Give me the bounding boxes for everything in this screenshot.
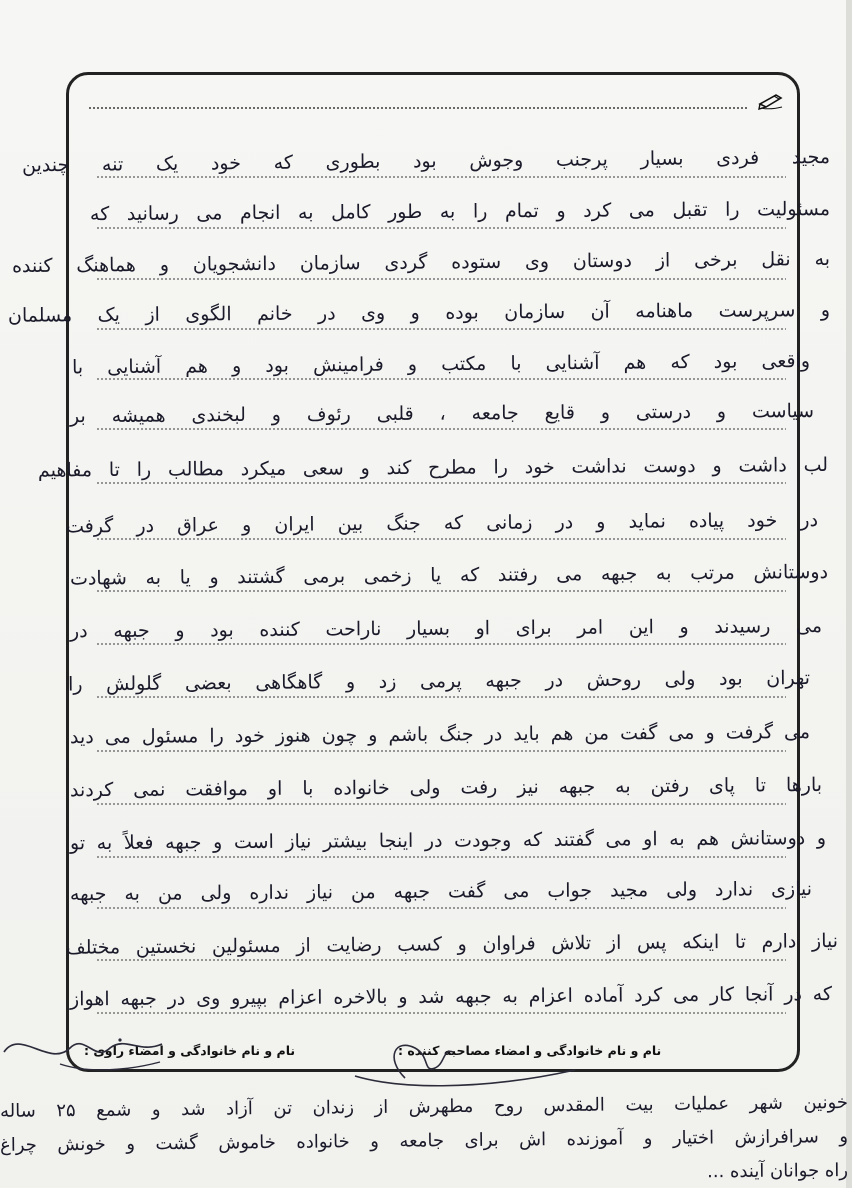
handwritten-bottom-line: راه جوانان آینده ... [706,1160,849,1183]
ruled-line [96,750,786,752]
interviewer-signature [335,1018,585,1096]
handwritten-line: مسئولیت را تقبل می کرد و تمام را به طور کامل به انجام می رسانید که [89,198,831,226]
handwritten-line: می رسیدند و این امر برای او بسیار ناراحت کننده بود و جبهه در [69,615,823,643]
ruled-line [96,278,786,280]
ruled-line [96,803,786,805]
ruled-line [96,959,786,961]
handwritten-line: و دوستانش هم به او می گفتند که وجودت در اینجا بیشتر نیاز است و جبهه فعلاً به تو [69,827,827,855]
ruled-line [96,643,786,645]
ruled-line [96,482,786,484]
handwritten-line: نیاز دارم تا اینکه پس از تلاش فراوان و کسب رضایت از مسئولین نخستین مختلف [65,930,839,959]
handwritten-line: تهران بود ولی روحش در جبهه پرمی زد و گاهگاهی بعضی گلولش را [67,667,811,696]
handwritten-line: سیاست و درستی و قایع جامعه ، قلبی رئوف و لبخندی همیشه بر [69,400,815,428]
ruled-line [96,696,786,698]
ruled-line [96,538,786,540]
handwritten-bottom-line: و سرافرازش اختیار و آموزنده اش برای جامعه و خانواده خاموش گشت و خونش چراغ [0,1126,849,1156]
handwritten-line: لب داشت و دوست نداشت خود را مطرح کند و سعی میکرد مطالب را تا مفاهیم [37,454,829,482]
ruled-line [96,328,786,330]
narrator-signature [0,1018,170,1076]
narrator-label: نام و نام خانوادگی و امضاء راوی : [84,1043,296,1058]
ruled-line [96,428,786,430]
handwritten-line: در خود پیاده نماید و در زمانی که جنگ بین ایران و عراق در گرفت [65,509,819,538]
handwritten-line: بارها تا پای رفتن به جبهه نیز رفت ولی خانواده با او موافقت نمی کردند [69,774,823,802]
header-dotted-line [88,107,748,109]
ruled-line [96,1012,786,1014]
pen-icon [758,92,784,110]
ruled-line [96,590,786,592]
handwritten-line: نیازی ندارد ولی مجید جواب می گفت جبهه من نیاز نداره ولی من به جبهه [69,878,813,906]
handwritten-line: می گرفت و می گفت من هم باید در جنگ باشم و چون هنوز خود را مسئول می دید [69,721,811,749]
scan-edge [846,0,852,1188]
ruled-line [96,907,786,909]
handwritten-line: واقعی بود که هم آشنایی با مکتب و فرامینش بود و هم آشنایی با [71,350,811,379]
handwritten-bottom-line: خونین شهر عملیات بیت المقدس روح مطهرش از زندان تن آزاد شد و شمع ۲۵ ساله [0,1092,849,1122]
ruled-line [96,856,786,858]
ruled-line [96,176,786,178]
handwritten-line: و سرپرست ماهنامه آن سازمان بوده و وی در خانم الگوی از یک مسلمان [7,299,831,327]
ruled-line [96,378,786,380]
ruled-line [96,227,786,229]
handwritten-line: مجید فردی بسیار پرجنب وجوش بود بطوری که خود یک تنه چندین [21,146,831,177]
handwritten-line: دوستانش مرتب به جبهه می رفتند که یا زخمی برمی گشتند و یا به شهادت [69,561,829,590]
interviewer-label: نام و نام خانوادگی و امضاء مصاحبه کننده : [398,1043,662,1058]
handwritten-line: به نقل برخی از دوستان وی ستوده گردی سازمان دانشجویان و هماهنگ کننده [11,248,831,278]
handwritten-line: که در آنجا کار می کرد آماده اعزام به جبهه شد و بالاخره اعزام بپیرو وی در جبهه اهواز [69,983,833,1011]
